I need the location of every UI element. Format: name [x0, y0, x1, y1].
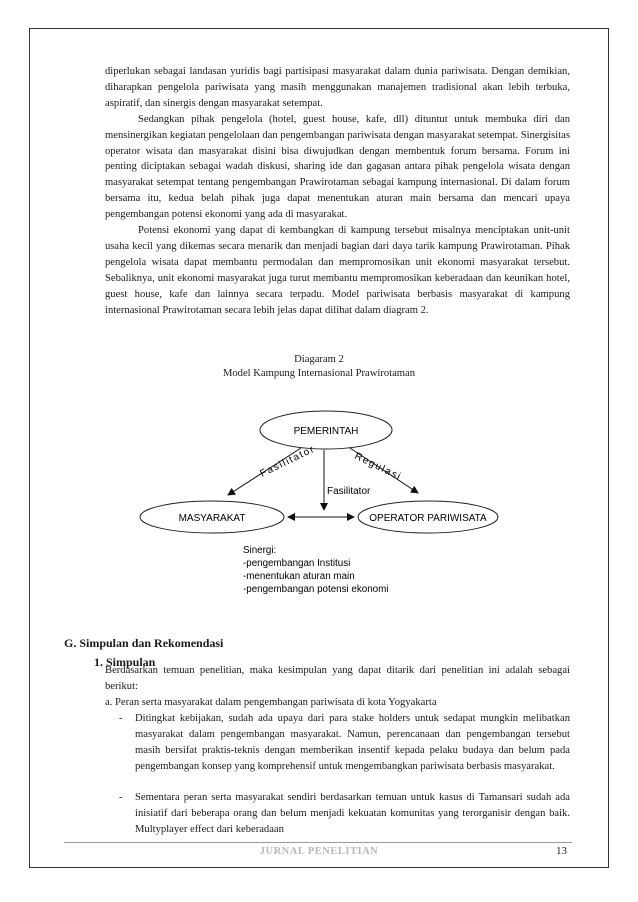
section-heading: G. Simpulan dan Rekomendasi [64, 636, 224, 650]
edge-right-label: Regulasi [352, 450, 404, 484]
paragraph-2: Sedangkan pihak pengelola (hotel, guest house, kafe, dll) dituntut untuk membuka diri dan mensinergikan kegiatan pengelolaan dan pengembangan pariwisata dengan masyarakat setempat. Sinergisitas operator wisata dan masyarakat disini bisa diwujudkan dengan membentuk forum bersama. Forum ini penting diciptakan sebagai wadah diskusi, sharing ide dan gagasan antara pihak pengelola wisata dengan masyarakat setempat tentang pengembangan Prawirotaman sebagai kampung internasional. Di dalam forum bersama itu, kedua belah pihak juga dapat menentukan aturan main bersama dan mencari upaya pengembangan potensi ekonomi yang ada di masyarakat. [105, 113, 570, 221]
diagram-caption-title: Model Kampung Internasional Prawirotaman [222, 368, 416, 379]
bullet-dash: - [119, 713, 123, 724]
synergy-item-1: -pengembangan Institusi [243, 558, 351, 569]
node-operator-label: OPERATOR PARIWISATA [369, 513, 487, 524]
bullet-text-1: Ditingkat kebijakan, sudah ada upaya dari para stake holders untuk sedapat mungkin melibatkan masyarakat dalam pengembangan masyarakat. Namun, perencanaan dan pengembangan tersebut masih bersifat praktis-teknis dengan memberikan insentif kepada pelaku budaya dan belum pada pengembangan konsep yang komprehensif untuk mengembangkan pariwisata berbasis masyarakat. [135, 713, 570, 772]
paragraph-3: Potensi ekonomi yang dapat di kembangkan di kampung tersebut misalnya menciptakan unit-unit usaha kecil yang dikemas secara menarik dan menjadi bagian dari daya tarik kampung Prawirotaman. Pihak pengelola wisata dapat membantu permodalan dan mempromosikan unit ekonomi masyarakat tersebut. Sebaliknya, unit ekonomi masyarakat juga turut membantu mempromosikan keberadaan dan keunikan hotel, guest house, kafe dan lainnya secara terpadu. Model pariwisata berbasis masyarakat di kampung internasional Prawirotaman secara lebih jelas dapat dilihat dalam diagram 2. [105, 225, 570, 316]
subsection-heading: 1. Simpulan [94, 655, 156, 669]
paragraph-1: diperlukan sebagai landasan yuridis bagi partisipasi masyarakat dalam dunia pariwisata. Dengan demikian, diharapkan pengelola pariwisata yang masih menggunakan manajemen tradisional akan lebih terbuka, aspiratif, dan sinergis dengan masyarakat setempat. [105, 66, 570, 109]
intro-text: Berdasarkan temuan penelitian, maka kesimpulan yang dapat ditarik dari penelitian ini adalah sebagai berikut: [105, 665, 570, 692]
synergy-title: Sinergi: [243, 545, 277, 556]
footer-journal-title: JURNAL PENELITIAN [259, 846, 379, 857]
list-item-a: a. Peran serta masyarakat dalam pengembangan pariwisata di kota Yogyakarta [105, 697, 437, 708]
page-number: 13 [556, 845, 567, 857]
edge-left-label: Fasilitator [258, 443, 318, 480]
edge-mid-label: Fasilitator [327, 486, 371, 497]
synergy-item-3: -pengembangan potensi ekonomi [243, 584, 389, 595]
footer-rule [64, 842, 572, 843]
bullet-text-2: Sementara peran serta masyarakat sendiri berdasarkan temuan untuk kasus di Tamansari sudah ada inisiatif dari beberapa orang dan belum menjadi kekuatan komunitas yang terorganisir dengan baik. Multyplayer effect dari keberadaan [135, 792, 570, 835]
bullet-item-2 [119, 790, 570, 838]
node-pemerintah-label: PEMERINTAH [293, 426, 359, 437]
bullet-dash: - [119, 792, 123, 803]
synergy-item-2: -menentukan aturan main [243, 571, 355, 582]
diagram-caption-number: Diagaram 2 [294, 354, 344, 365]
node-masyarakat-label: MASYARAKAT [178, 513, 246, 524]
bullet-item-1 [119, 711, 570, 775]
